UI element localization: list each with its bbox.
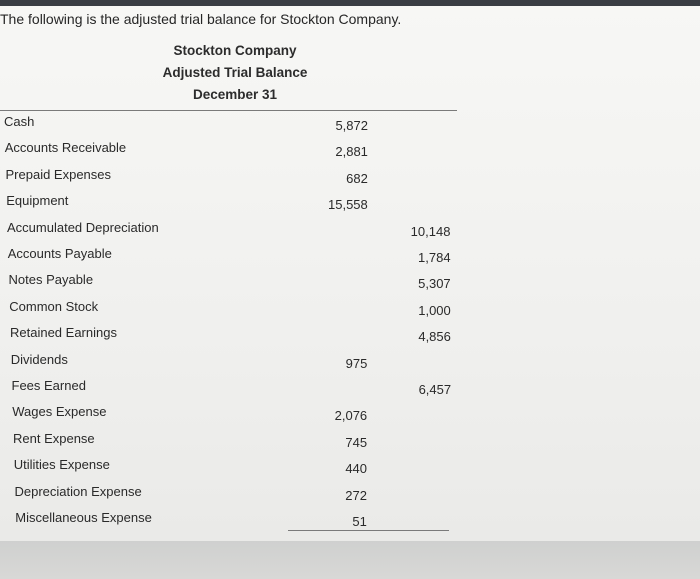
account-name: Cash bbox=[4, 114, 35, 129]
debit-amount: 975 bbox=[345, 355, 368, 371]
debit-amount: 440 bbox=[345, 461, 368, 477]
credit-amount: 1,000 bbox=[418, 302, 451, 318]
debit-amount: 682 bbox=[346, 170, 368, 186]
account-name: Dividends bbox=[10, 351, 68, 367]
debit-amount: 2,881 bbox=[335, 144, 368, 160]
debit-amount: 745 bbox=[345, 434, 368, 450]
company-name: Stockton Company bbox=[173, 43, 297, 58]
account-name: Notes Payable bbox=[8, 272, 94, 288]
credit-amount: 5,307 bbox=[418, 276, 451, 292]
account-name: Utilities Expense bbox=[13, 457, 110, 473]
debit-amount: 272 bbox=[345, 487, 367, 503]
total-rule bbox=[288, 530, 449, 531]
page-bottom-strip bbox=[0, 541, 700, 579]
account-name: Fees Earned bbox=[11, 378, 86, 393]
debit-amount: 15,558 bbox=[328, 197, 368, 213]
header-rule bbox=[0, 110, 457, 111]
account-name: Accounts Receivable bbox=[4, 140, 127, 156]
debit-amount: 5,872 bbox=[335, 118, 368, 133]
account-name: Retained Earnings bbox=[10, 325, 117, 341]
account-name: Prepaid Expenses bbox=[5, 166, 112, 182]
account-name: Depreciation Expense bbox=[14, 483, 142, 499]
account-name: Common Stock bbox=[9, 298, 99, 314]
debit-amount: 51 bbox=[352, 514, 367, 529]
account-name: Wages Expense bbox=[12, 404, 107, 420]
credit-amount: 4,856 bbox=[418, 329, 451, 345]
account-name: Rent Expense bbox=[13, 430, 95, 446]
statement-title: Adjusted Trial Balance bbox=[162, 65, 308, 80]
account-name: Miscellaneous Expense bbox=[15, 510, 152, 525]
credit-amount: 10,148 bbox=[410, 223, 451, 239]
account-name: Equipment bbox=[6, 193, 69, 209]
intro-text: The following is the adjusted trial balance for Stockton Company. bbox=[0, 11, 402, 27]
credit-amount: 6,457 bbox=[418, 382, 452, 397]
debit-amount: 2,076 bbox=[334, 408, 368, 424]
account-name: Accumulated Depreciation bbox=[7, 219, 159, 235]
credit-amount: 1,784 bbox=[418, 250, 451, 265]
account-name: Accounts Payable bbox=[7, 246, 112, 261]
statement-date: December 31 bbox=[192, 87, 278, 102]
